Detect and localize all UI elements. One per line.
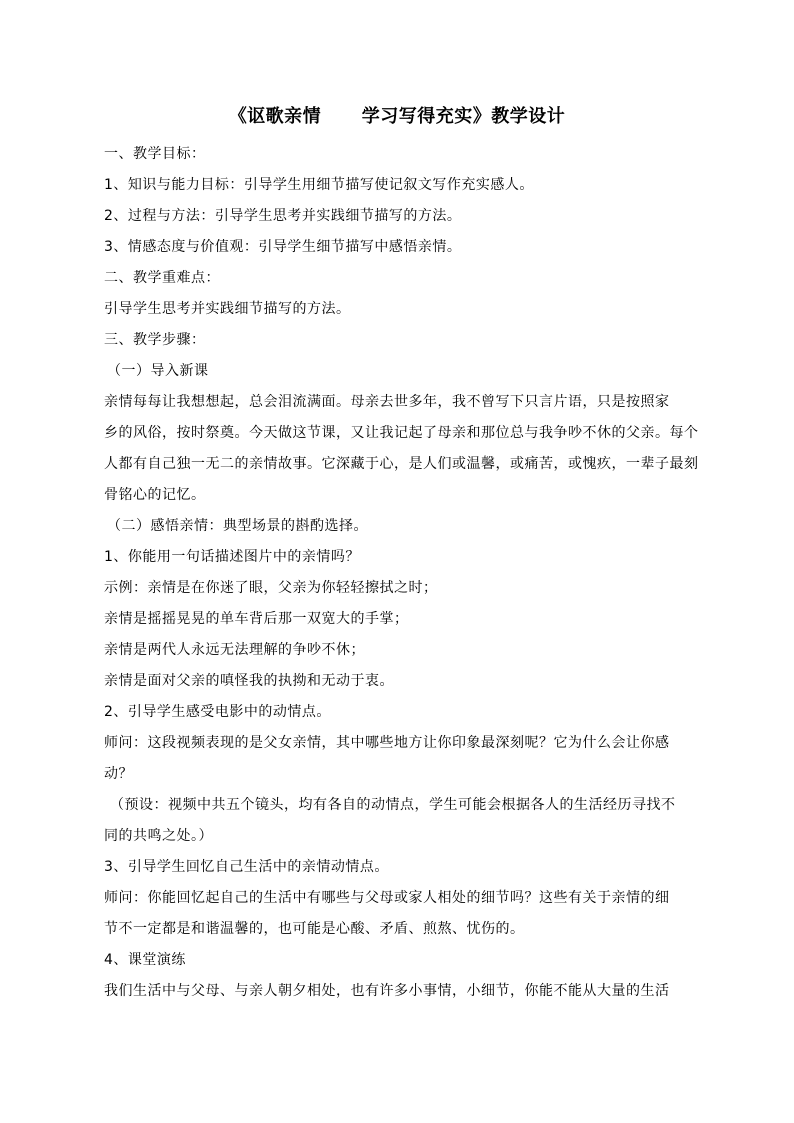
paragraph-line: 我们生活中与父母、与亲人朝夕相处，也有许多小事情，小细节，你能不能从大量的生活 (104, 983, 670, 999)
question-item-1: 1、你能用一句话描述图片中的亲情吗？ (104, 549, 360, 565)
practice-heading: 4、课堂演练 (104, 952, 186, 968)
question-item-2: 2、引导学生感受电影中的动情点。 (104, 704, 331, 720)
step-heading-feel-family: （二）感悟亲情：典型场景的斟酌选择。 (107, 518, 368, 534)
example-line: 示例：亲情是在你迷了眼，父亲为你轻轻擦拭之时； (104, 580, 438, 596)
step-heading-intro: （一）导入新课 (107, 363, 209, 379)
paragraph-line: 人都有自己独一无二的亲情故事。它深藏于心，是人们或温馨，或痛苦，或愧疚，一辈子最刻 (104, 456, 699, 472)
paragraph-line: 师问：这段视频表现的是父女亲情，其中哪些地方让你印象最深刻呢？它为什么会让你感 (104, 735, 670, 751)
example-line: 亲情是摇摇晃晃的单车背后那一双宽大的手掌； (104, 611, 409, 627)
paragraph-line: （预设：视频中共五个镜头，均有各自的动情点，学生可能会根据各人的生活经历寻找不 (110, 797, 676, 813)
example-line: 亲情是两代人永远无法理解的争吵不休； (104, 642, 365, 658)
objective-item-1: 1、知识与能力目标：引导学生用细节描写使记叙文写作充实感人。 (104, 177, 534, 193)
paragraph-line: 亲情每每让我想想起，总会泪流满面。母亲去世多年，我不曾写下只言片语，只是按照家 (104, 394, 670, 410)
question-item-3: 3、引导学生回忆自己生活中的亲情动情点。 (104, 859, 389, 875)
key-point-text: 引导学生思考并实践细节描写的方法。 (104, 301, 351, 317)
paragraph-line: 师问：你能回忆起自己的生活中有哪些与父母或家人相处的细节吗？这些有关于亲情的细 (104, 890, 670, 906)
paragraph-line: 骨铭心的记忆。 (104, 487, 206, 503)
paragraph-line: 同的共鸣之处。） (104, 828, 213, 844)
section-heading-steps: 三、教学步骤： (104, 332, 206, 348)
objective-item-2: 2、过程与方法：引导学生思考并实践细节描写的方法。 (104, 208, 462, 224)
paragraph-line: 动？ (104, 766, 133, 782)
section-heading-objectives: 一、教学目标： (104, 146, 206, 162)
section-heading-key-points: 二、教学重难点： (104, 270, 220, 286)
document-title: 《讴歌亲情 学习写得充实》教学设计 (228, 106, 566, 127)
example-line: 亲情是面对父亲的嗔怪我的执拗和无动于衷。 (104, 673, 394, 689)
paragraph-line: 节不一定都是和谐温馨的，也可能是心酸、矛盾、煎熬、忧伤的。 (104, 921, 525, 937)
paragraph-line: 乡的风俗，按时祭奠。今天做这节课，又让我记起了母亲和那位总与我争吵不休的父亲。每个 (104, 425, 699, 441)
objective-item-3: 3、情感态度与价值观：引导学生细节描写中感悟亲情。 (104, 239, 462, 255)
